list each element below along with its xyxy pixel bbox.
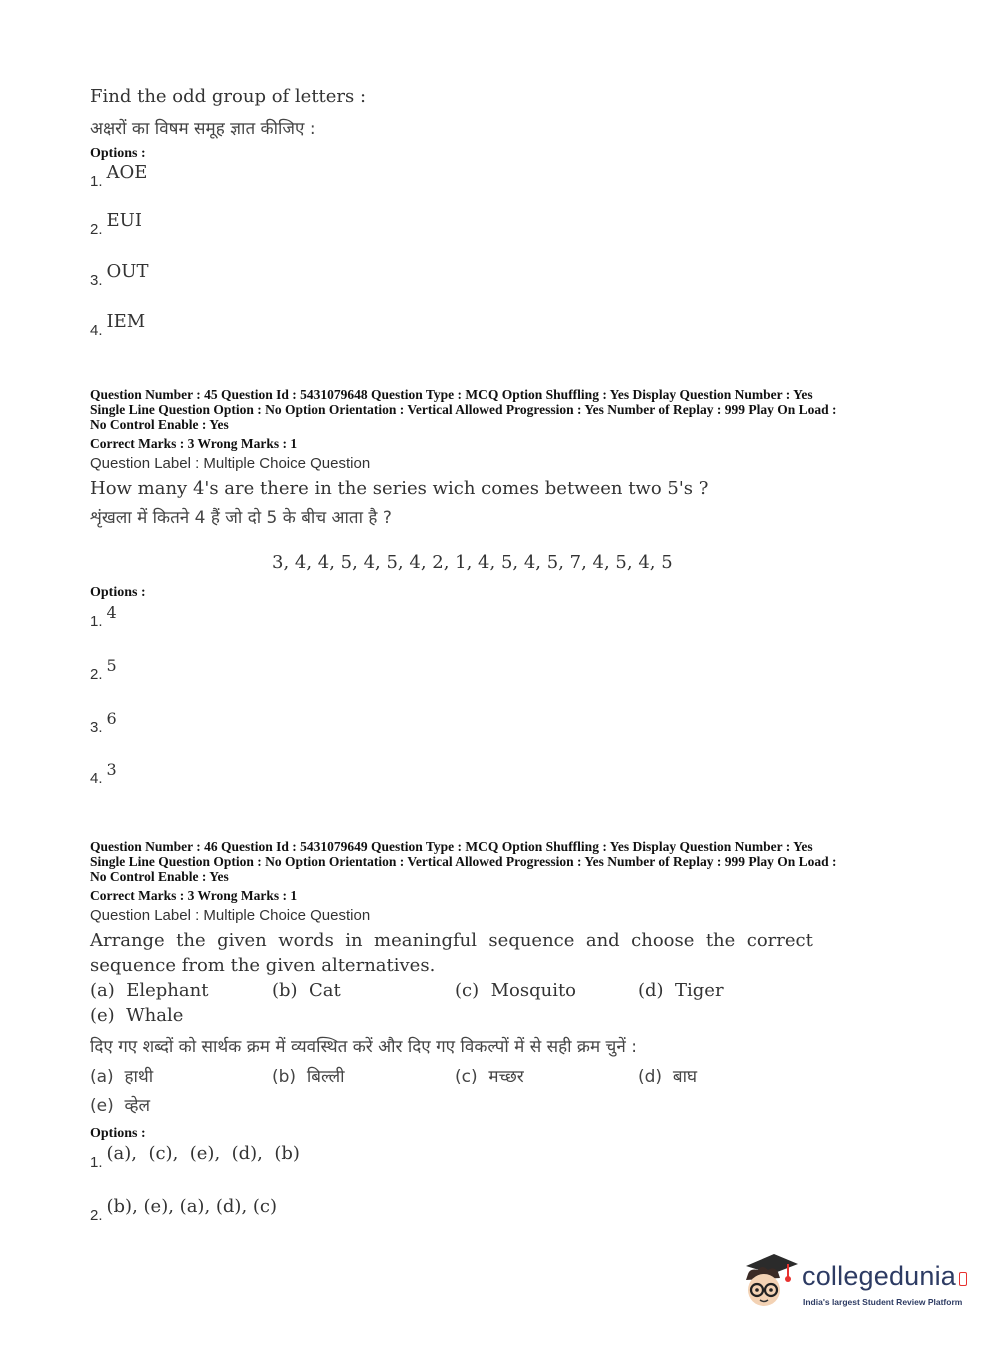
option-number: 2. — [90, 1207, 103, 1224]
option-item[interactable] — [90, 709, 117, 736]
question-text-en-cont: sequence from the given alternatives. — [90, 955, 436, 976]
option-item[interactable] — [90, 603, 117, 630]
option-number: 1. — [90, 613, 103, 630]
student-mascot-icon — [740, 1252, 800, 1310]
question-text-hi: शृंखला में कितने 4 हैं जो दो 5 के बीच आता है ? — [90, 508, 392, 528]
word-item: (c) मच्छर — [455, 1067, 524, 1087]
option-item[interactable] — [90, 261, 149, 289]
word-item: (d) बाघ — [638, 1067, 698, 1087]
question-meta — [90, 839, 930, 884]
option-value: 3 — [106, 760, 117, 779]
meta-line: Question Number : 46 Question Id : 5431079649 Question Type : MCQ Option Shuffling : Yes Display Question Number : Yes — [90, 839, 813, 854]
option-value: OUT — [106, 261, 149, 282]
option-number: 3. — [90, 272, 103, 289]
option-item[interactable] — [90, 656, 117, 683]
option-item[interactable] — [90, 1196, 278, 1224]
option-item[interactable] — [90, 210, 142, 238]
option-value: AOE — [106, 162, 148, 183]
question-label: Question Label : Multiple Choice Question — [90, 907, 371, 924]
collegedunia-logo — [740, 1252, 970, 1314]
meta-line: Single Line Question Option : No Option Orientation : Vertical Allowed Progression : Yes Number of Replay : 999 Play On Load : — [90, 402, 837, 417]
logo-tagline: India's largest Student Review Platform — [803, 1297, 963, 1307]
logo-name: collegedunia — [802, 1261, 957, 1291]
question-text-en: Arrange the given words in meaningful sequence and choose the correct — [90, 930, 813, 951]
option-value: 4 — [106, 603, 117, 622]
option-item[interactable] — [90, 1143, 300, 1171]
question-marks: Correct Marks : 3 Wrong Marks : 1 — [90, 888, 298, 903]
meta-line: Question Number : 45 Question Id : 5431079648 Question Type : MCQ Option Shuffling : Yes Display Question Number : Yes — [90, 387, 813, 402]
option-item[interactable] — [90, 162, 148, 190]
word-item: (b) Cat — [272, 980, 341, 1001]
option-number: 4. — [90, 770, 103, 787]
meta-line: No Control Enable : Yes — [90, 417, 229, 432]
question-text-hi: अक्षरों का विषम समूह ज्ञात कीजिए : — [90, 119, 316, 139]
option-number: 3. — [90, 719, 103, 736]
meta-line: No Control Enable : Yes — [90, 869, 229, 884]
word-item: (c) Mosquito — [455, 980, 577, 1001]
word-item: (d) Tiger — [638, 980, 724, 1001]
number-series: 3, 4, 4, 5, 4, 5, 4, 2, 1, 4, 5, 4, 5, 7, 4, 5, 4, 5 — [272, 552, 673, 573]
meta-line: Single Line Question Option : No Option Orientation : Vertical Allowed Progression : Yes Number of Replay : 999 Play On Load : — [90, 854, 837, 869]
question-text-en: Find the odd group of letters : — [90, 86, 367, 107]
question-meta — [90, 387, 930, 432]
option-value: EUI — [106, 210, 142, 231]
option-item[interactable] — [90, 760, 117, 787]
question-text-hi: दिए गए शब्दों को सार्थक क्रम में व्यवस्थित करें और दिए गए विकल्पों में से सही क्रम चुनें : — [90, 1037, 637, 1057]
word-item: (a) Elephant — [90, 980, 209, 1001]
question-label: Question Label : Multiple Choice Question — [90, 455, 371, 472]
word-item: (e) Whale — [90, 1005, 184, 1026]
option-number: 2. — [90, 221, 103, 238]
option-value: (a), (c), (e), (d), (b) — [106, 1143, 300, 1164]
word-item: (a) हाथी — [90, 1067, 154, 1087]
option-value: (b), (e), (a), (d), (c) — [106, 1196, 278, 1217]
question-marks: Correct Marks : 3 Wrong Marks : 1 — [90, 436, 298, 451]
option-item[interactable] — [90, 311, 146, 339]
options-label: Options : — [90, 146, 146, 161]
option-number: 1. — [90, 1154, 103, 1171]
option-number: 4. — [90, 322, 103, 339]
option-value: 5 — [106, 656, 117, 675]
logo-dot-com-mark — [959, 1272, 967, 1286]
option-value: 6 — [106, 709, 117, 728]
options-label: Options : — [90, 1126, 146, 1141]
question-text-en: How many 4's are there in the series wich comes between two 5's ? — [90, 478, 709, 499]
option-number: 2. — [90, 666, 103, 683]
word-item: (b) बिल्ली — [272, 1067, 345, 1087]
options-label: Options : — [90, 585, 146, 600]
word-item: (e) व्हेल — [90, 1096, 150, 1116]
option-value: IEM — [106, 311, 146, 332]
option-number: 1. — [90, 173, 103, 190]
